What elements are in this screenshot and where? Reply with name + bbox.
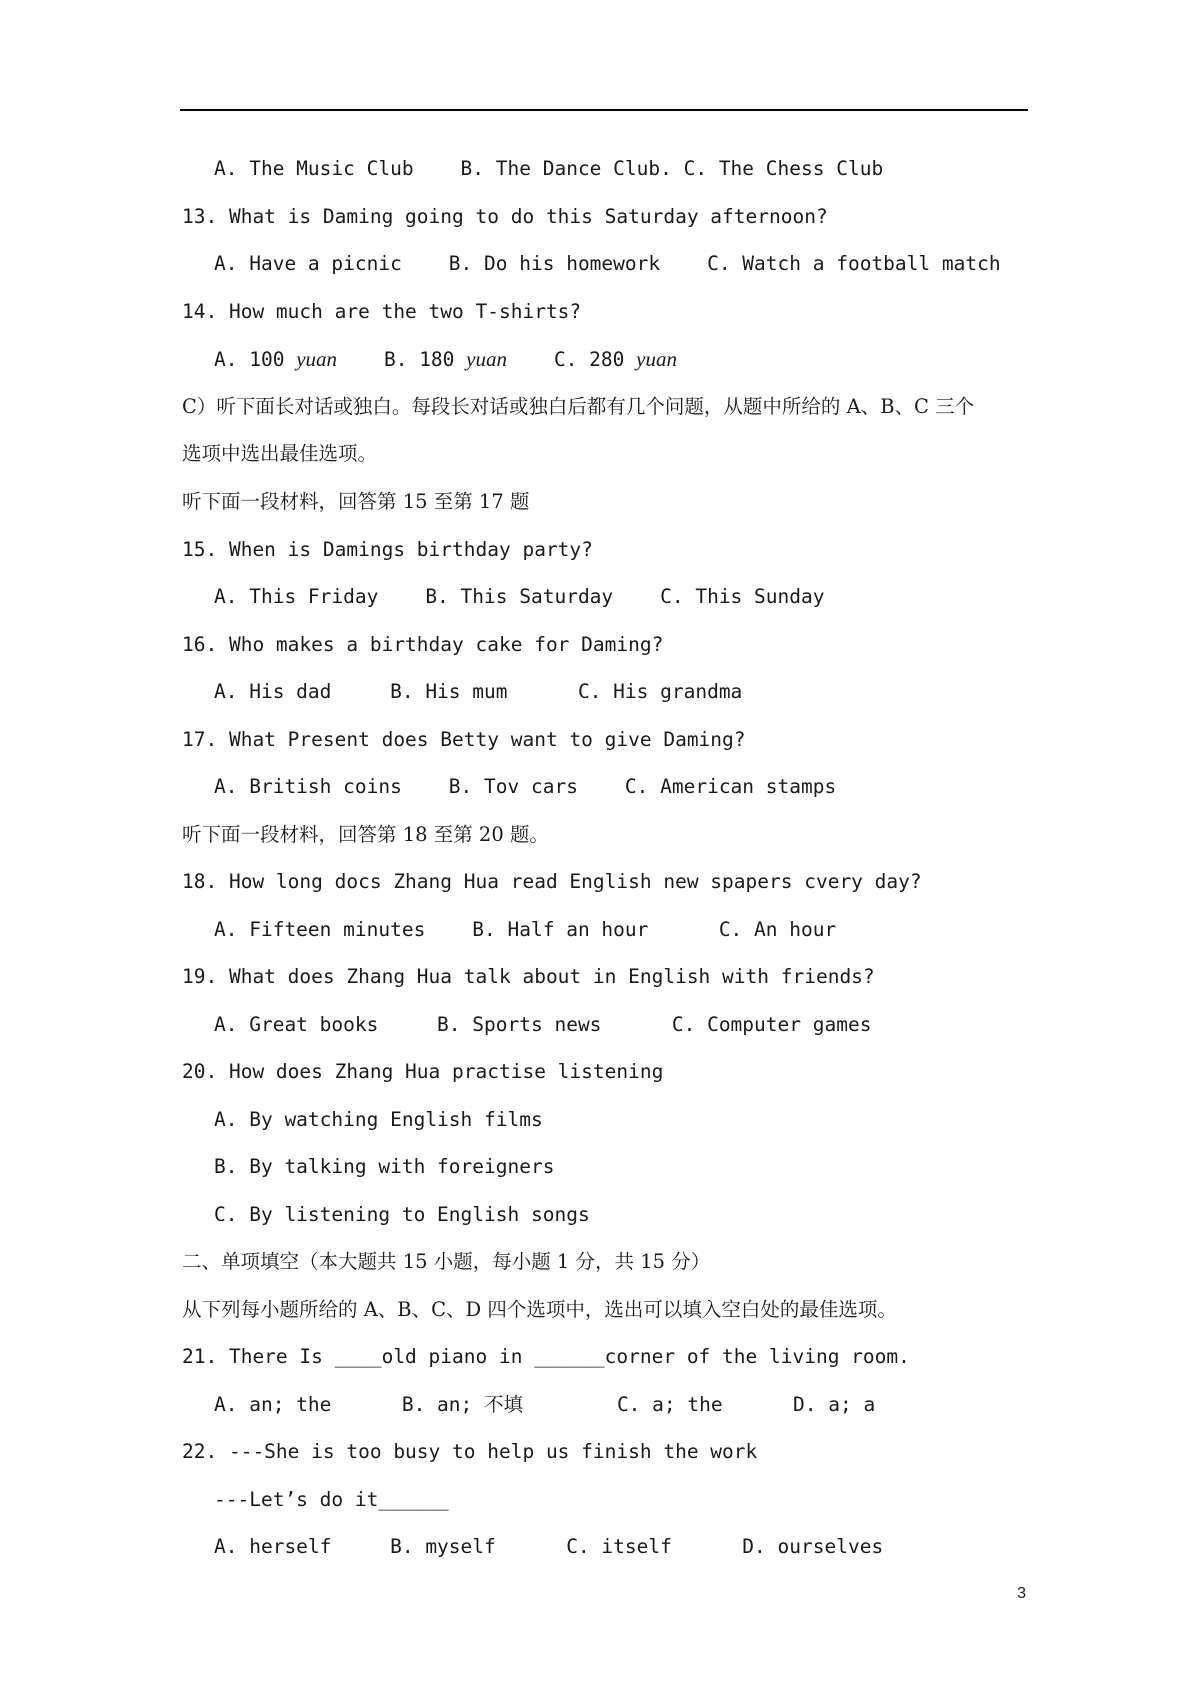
section-c-instructions-cont: 选项中选出最佳选项。 — [182, 442, 378, 465]
q21-text: 21. There Is ____old piano in ______corner of the living room. — [182, 1345, 910, 1368]
q15-options: A. This Friday B. This Saturday C. This Sunday — [214, 585, 825, 608]
q21-options: A. an; the B. an; 不填 C. a; the D. a; a — [214, 1393, 876, 1416]
q15-text: 15. When is Damings birthday party? — [182, 538, 593, 561]
q18-text: 18. How long docs Zhang Hua read English new spapers cvery day? — [182, 870, 922, 893]
material-heading-18-20: 听下面一段材料，回答第 18 至第 20 题。 — [182, 823, 549, 846]
q12-options: A. The Music Club B. The Dance Club. C. The Chess Club — [214, 157, 884, 180]
q18-options: A. Fifteen minutes B. Half an hour C. An hour — [214, 918, 837, 941]
q19-text: 19. What does Zhang Hua talk about in English with friends? — [182, 965, 875, 988]
q14-unit-a: yuan — [296, 347, 338, 371]
q14-unit-b: yuan — [466, 347, 507, 371]
q16-text: 16. Who makes a birthday cake for Daming? — [182, 633, 664, 656]
q14-option-b: B. 180 — [337, 348, 467, 371]
q16-options: A. His dad B. His mum C. His grandma — [214, 680, 743, 703]
section-2-instructions: 从下列每小题所给的 A、B、C、D 四个选项中，选出可以填入空白处的最佳选项。 — [182, 1298, 897, 1321]
q20-option-c: C. By listening to English songs — [214, 1203, 590, 1226]
section-c-instructions: C）听下面长对话或独白。每段长对话或独白后都有几个问题，从题中所给的 A、B、C 三个 — [182, 395, 975, 418]
q22-options: A. herself B. myself C. itself D. ourselves — [214, 1535, 884, 1558]
section-2-heading: 二、单项填空（本大题共 15 小题，每小题 1 分，共 15 分） — [182, 1250, 711, 1273]
q13-options: A. Have a picnic B. Do his homework C. Watch a football match — [214, 252, 1001, 275]
q14-text: 14. How much are the two T-shirts? — [182, 300, 582, 323]
header-rule — [180, 109, 1028, 111]
material-heading-15-17: 听下面一段材料，回答第 15 至第 17 题 — [182, 490, 530, 513]
q14-option-a: A. 100 — [214, 348, 297, 371]
q14-unit-c: yuan — [636, 347, 677, 371]
q20-text: 20. How does Zhang Hua practise listening — [182, 1060, 664, 1083]
q14-options — [214, 347, 677, 372]
q17-options: A. British coins B. Tov cars C. American stamps — [214, 775, 837, 798]
q20-option-a: A. By watching English films — [214, 1108, 543, 1131]
q22-text: 22. ---She is too busy to help us finish the work — [182, 1440, 758, 1463]
q19-options: A. Great books B. Sports news C. Computer games — [214, 1013, 872, 1036]
page-number: 3 — [1017, 1585, 1026, 1602]
q17-text: 17. What Present does Betty want to give Daming? — [182, 728, 746, 751]
q22-response: ---Let’s do it______ — [214, 1488, 449, 1511]
q14-option-c: C. 280 — [506, 348, 637, 371]
q13-text: 13. What is Daming going to do this Saturday afternoon? — [182, 205, 828, 228]
q20-option-b: B. By talking with foreigners — [214, 1155, 555, 1178]
